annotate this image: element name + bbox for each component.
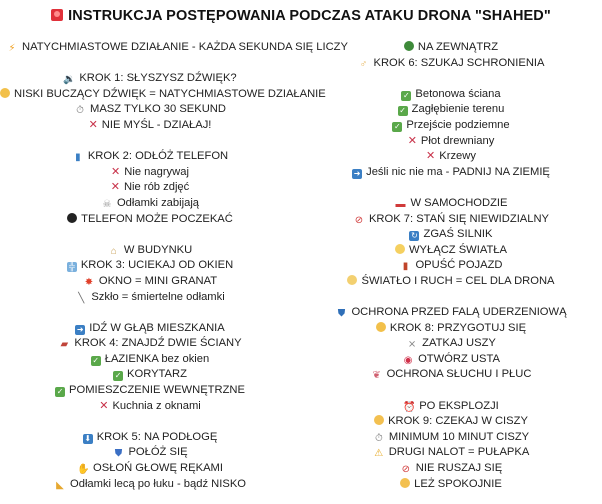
warning-icon: ⚠ xyxy=(374,448,384,460)
stopwatch-icon: ⏱ xyxy=(76,105,84,117)
section-step-1: 🔉 KROK 1: SŁYSZYSZ DŹWIĘK? NISKI BUCZĄCY DŹWIĘK = NATYCHMIASTOWE DZIAŁANIE ⏱ MASZ TYLKO 30 SEKUND ✕ NIE MYŚL - DZIAŁAJ! xyxy=(0,71,300,133)
arrow-right-icon: ➜ xyxy=(353,168,361,178)
lips-icon: ◉ xyxy=(403,354,413,366)
face-icon xyxy=(347,275,357,285)
check-icon: ✓ xyxy=(394,121,401,131)
prohibited-icon: ⊘ xyxy=(401,464,410,476)
shield-icon: ⛊ xyxy=(337,308,346,320)
cross-icon: ✕ xyxy=(99,399,109,412)
section-step-9: ⏰ PO EKSPLOZJI KROK 9: CZEKAJ W CISZY ⏱ MINIMUM 10 MINUT CISZY ⚠ DRUGI NALOT = PUŁAPKA ⊘ NIE RUSZAJ SIĘ LEŻ SPOKOJNIE xyxy=(374,399,530,490)
section-step-6: NA ZEWNĄTRZ ♂ KROK 6: SZUKAJ SCHRONIENIA ✓ Betonowa ściana ✓ Zagłębienie terenu ✓ Przejście podziemne ✕ Płot drewniany ✕ Krzewy ➜ Jeśli nic nie ma - PADNIJ NA ZIEMIĘ xyxy=(353,41,550,178)
section-step-3: ⌂ W BUDYNKU ╬ KROK 3: UCIEKAJ OD OKIEN ✸ OKNO = MINI GRANAT ╲ Szkło = śmiertelne odłamki xyxy=(0,243,300,305)
ear-icon xyxy=(376,322,386,332)
cross-icon: ✕ xyxy=(426,150,436,163)
skull-icon: ☠ xyxy=(102,198,112,210)
lightbulb-icon xyxy=(395,244,405,254)
knife-icon: ╲ xyxy=(78,292,85,304)
check-icon: ✓ xyxy=(56,387,64,397)
lightning-icon: ⚡ xyxy=(8,43,16,54)
section-step-8: ⛊ OCHRONA PRZED FALĄ UDERZENIOWĄ KROK 8: PRZYGOTUJ SIĘ ⨯ ZATKAJ USZY ◉ OTWÓRZ USTA ❦ OCHRONA SŁUCHU I PŁUC xyxy=(300,305,602,383)
explosion-icon: ✸ xyxy=(84,276,94,288)
running-person-icon: ♂ xyxy=(359,58,368,70)
phone-icon: ▮ xyxy=(75,152,81,164)
check-icon: ✓ xyxy=(399,106,406,116)
left-column xyxy=(0,40,348,492)
calm-face-icon xyxy=(400,478,410,488)
page-title: INSTRUKCJA POSTĘPOWANIA PODCZAS ATAKU DRONA "SHAHED" xyxy=(0,8,602,24)
lungs-icon: ❦ xyxy=(372,370,381,382)
muted-icon: ⨯ xyxy=(407,339,417,351)
brick-icon: ▰ xyxy=(60,339,69,351)
shushing-face-icon xyxy=(374,415,384,425)
section-step-4: ➜ IDŹ W GŁĄB MIESZKANIA ▰ KROK 4: ZNAJDŹ DWIE ŚCIANY ✓ ŁAZIENKA bez okien ✓ KORYTARZ ✓ POMIESZCZENIE WEWNĘTRZNE ✕ Kuchnia z oknami xyxy=(56,321,245,412)
section-step-5: ⬇ KROK 5: NA PODŁOGĘ ⛊ POŁÓŻ SIĘ ✋ OSŁOŃ GŁOWĘ RĘKAMI ◣ Odłamki lecą po łuku - bądź NISKO xyxy=(0,430,300,492)
arrow-down-icon: ⬇ xyxy=(84,433,92,443)
right-column xyxy=(300,40,602,492)
no-phone-icon xyxy=(67,213,77,223)
prohibited-icon: ⊘ xyxy=(354,214,364,226)
alarm-clock-icon: ⏰ xyxy=(403,401,416,413)
intro-line: ⚡ NATYCHMIASTOWE DZIAŁANIE - KAŻDA SEKUNDA SIĘ LICZY xyxy=(0,40,300,56)
cross-icon: ✕ xyxy=(407,134,417,147)
speaker-icon: 🔉 xyxy=(63,74,76,86)
door-icon: ▮ xyxy=(402,261,409,273)
ear-icon xyxy=(0,88,10,98)
shield-icon: ⛊ xyxy=(114,448,123,460)
raised-hands-icon: ✋ xyxy=(77,464,90,476)
car-icon: ▬ xyxy=(395,198,406,210)
cross-icon: ✕ xyxy=(111,165,121,178)
stopwatch-icon: ⏱ xyxy=(374,432,383,444)
check-icon: ✓ xyxy=(92,355,100,365)
section-step-7: ▬ W SAMOCHODZIE ⊘ KROK 7: STAŃ SIĘ NIEWIDZIALNY ↻ ZGAŚ SILNIK WYŁĄCZ ŚWIATŁA ▮ OPUŚĆ POJAZD ŚWIATŁO I RUCH = CEL DLA DRONA xyxy=(300,196,602,290)
triangle-ruler-icon: ◣ xyxy=(56,479,64,491)
section-step-2: ▮ KROK 2: ODŁÓŻ TELEFON ✕ Nie nagrywaj ✕ Nie rób zdjęć ☠ Odłamki zabijają TELEFON MOŻE POCZEKAĆ xyxy=(0,149,300,227)
arrow-right-icon: ➜ xyxy=(76,324,84,334)
window-icon: ╬ xyxy=(67,262,77,272)
tree-icon xyxy=(404,41,414,51)
siren-icon xyxy=(51,9,63,21)
house-icon: ⌂ xyxy=(110,245,117,257)
cross-icon: ✕ xyxy=(110,181,120,194)
check-icon: ✓ xyxy=(114,371,122,381)
check-icon: ✓ xyxy=(403,90,410,100)
refresh-icon: ↻ xyxy=(411,231,418,241)
cross-icon: ✕ xyxy=(88,118,98,131)
